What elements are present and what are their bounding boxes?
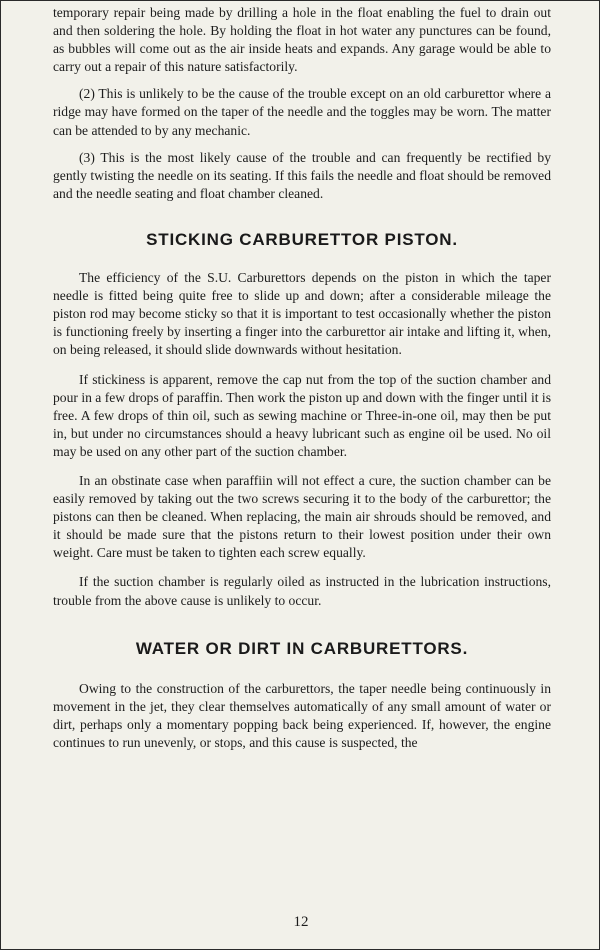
paragraph-cause-2: (2) This is unlikely to be the cause of the trouble except on an old carburettor where a ridge may have formed on the taper of the needle and the toggles may be worn. The matter can be attended to by any mechanic. [53,86,551,138]
paragraph-stickiness: If stickiness is apparent, remove the cap nut from the top of the suction chamber and pour in a few drops of paraffin. Then work the piston up and down with the finger until it is free. A few drops of thin oil, such as sewing machine or Three-in-one oil, may then be put in, but under no circumstances should a heavy lubricant such as engine oil be used. No oil may be used on any other part of the suction chamber. [53,371,551,459]
paragraph-piston-efficiency: The efficiency of the S.U. Carburettors depends on the piston in which the taper needle is fitted being quite free to slide up and down; after a considerable mileage the piston rod may become sticky so that it is important to test occasionally whether the piston is functioning freely by inserting a finger into the carburettor air intake and lifting it, when, on being released, it should slide downwards without hesitation. [53,270,551,358]
paragraph-obstinate-case: In an obstinate case when paraffiin will not effect a cure, the suction chamber can be easily removed by taking out the two screws securing it to the body of the carburettor; the pistons can then be cleaned. When replacing, the main air shrouds should be removed, and it should be made sure that the pistons return to their lowest position under their own weight. Care must be taken to tighten each screw equally. [53,472,551,561]
paragraph-cause-3: (3) This is the most likely cause of the trouble and can frequently be rectified by gently twisting the needle on its seating. If this fails the needle and float should be removed and the needle seating and float chamber cleaned. [53,149,551,201]
paragraph-regular-oiling: If the suction chamber is regularly oiled as instructed in the lubrication instructions, trouble from the above cause is unlikely to occur. [53,574,551,608]
section-heading-water-dirt: WATER OR DIRT IN CARBURETTORS. [135,638,469,658]
page-number: 12 [293,914,309,930]
paragraph-float-repair: temporary repair being made by drilling a hole in the float enabling the fuel to drain out and then soldering the hole. By holding the float in hot water any punctures can be found, as bubbles will come out as the air inside heats and expands. Any garage would be able to carry out a repair of this nature satisfactorily. [53,5,551,75]
paragraph-water-dirt: Owing to the construction of the carburettors, the taper needle being continuously in movement in the jet, they clear themselves automatically of any small amount of water or dirt, perhaps only a momentary popping back being experienced. If, however, the engine continues to run unevenly, or stops, and this cause is suspected, the [53,680,551,750]
section-heading-sticking-piston: STICKING CARBURETTOR PISTON. [146,229,458,249]
page-content [53,4,551,752]
